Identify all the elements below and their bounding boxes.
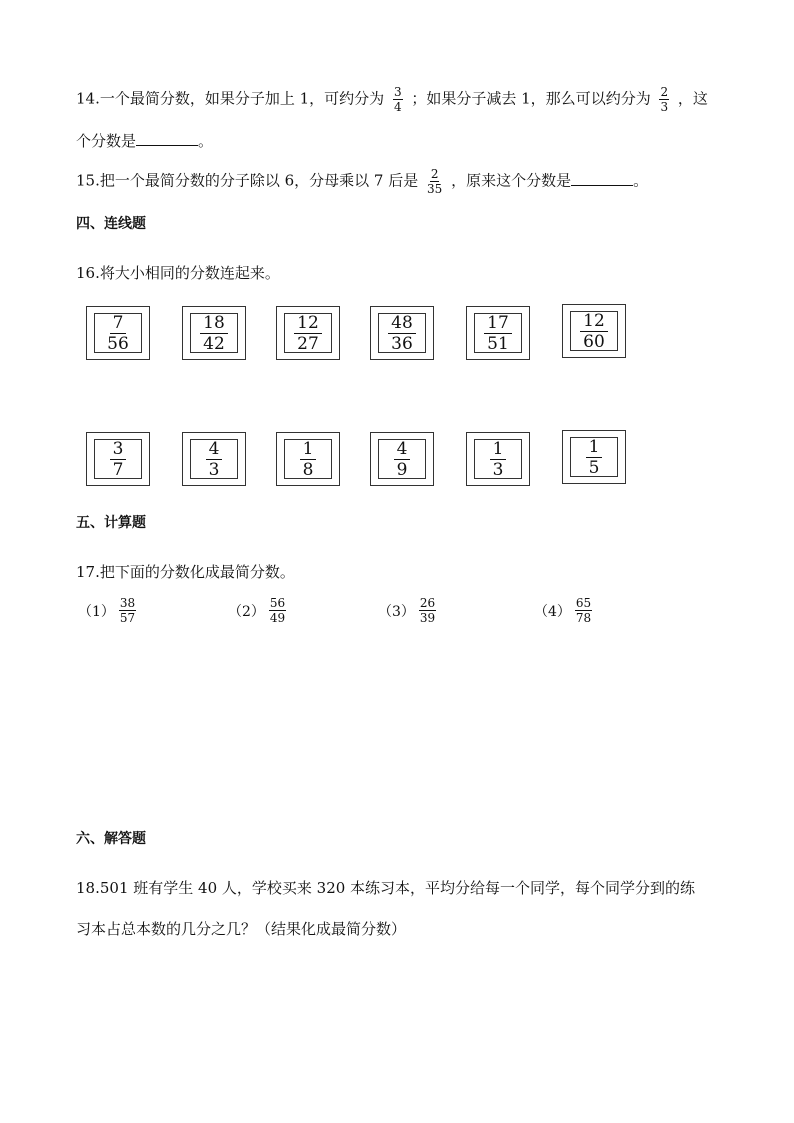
q17-item-2	[228, 597, 290, 624]
numerator: 18	[200, 314, 228, 334]
denominator: 9	[396, 459, 408, 480]
denominator: 49	[269, 611, 286, 625]
match-box-top-3[interactable]	[276, 306, 340, 360]
q14-line2-text: 个分数是	[76, 132, 137, 150]
q17-fraction-4	[575, 597, 592, 624]
q15-end: 。	[633, 171, 649, 190]
numerator: 26	[419, 596, 436, 610]
q14-line2	[76, 130, 213, 151]
match-box-bottom-1[interactable]	[86, 432, 150, 486]
denominator: 57	[119, 611, 136, 625]
q18-line1: 18.501 班有学生 40 人，学校买来 320 本练习本，平均分给每一个同学，每个同学分到的练	[76, 879, 696, 897]
denominator: 27	[297, 333, 319, 354]
denominator: 39	[419, 611, 436, 625]
numerator: 56	[269, 596, 286, 610]
numerator: 1	[586, 438, 603, 458]
item-label: （1）	[78, 603, 115, 620]
item-label: （4）	[534, 603, 571, 620]
q17-fraction-3	[419, 597, 436, 624]
q15-fraction	[427, 168, 442, 195]
denominator: 8	[302, 459, 314, 480]
item-label: （3）	[378, 603, 415, 620]
denominator: 3	[208, 459, 220, 480]
denominator: 56	[107, 333, 129, 354]
q14-fraction-1	[393, 86, 403, 113]
q14-line1	[76, 86, 708, 113]
match-box-bottom-4[interactable]	[370, 432, 434, 486]
section-heading-5: 五、计算题	[76, 515, 146, 531]
denominator: 42	[203, 333, 225, 354]
match-box-top-2[interactable]	[182, 306, 246, 360]
section-heading-6: 六、解答题	[76, 831, 146, 847]
q14-fraction-2	[659, 86, 669, 113]
denominator: 36	[391, 333, 413, 354]
numerator: 65	[575, 596, 592, 610]
numerator: 2	[430, 167, 439, 181]
match-box-top-5[interactable]	[466, 306, 530, 360]
denominator: 3	[660, 100, 669, 114]
denominator: 5	[588, 457, 600, 478]
q15-text-part1: 15.把一个最简分数的分子除以 6，分母乘以 7 后是	[76, 171, 419, 190]
match-box-top-1[interactable]	[86, 306, 150, 360]
numerator: 1	[490, 440, 507, 460]
section-heading-4: 四、连线题	[76, 216, 146, 232]
q18-line2: 习本占总本数的几分之几？（结果化成最简分数）	[76, 920, 407, 938]
numerator: 17	[484, 314, 512, 334]
numerator: 4	[394, 440, 411, 460]
numerator: 3	[110, 440, 127, 460]
denominator: 35	[427, 182, 443, 196]
match-box-bottom-2[interactable]	[182, 432, 246, 486]
numerator: 12	[580, 312, 608, 332]
numerator: 12	[294, 314, 322, 334]
match-box-top-6[interactable]	[562, 304, 626, 358]
q14-text-part3: ，这	[677, 89, 708, 108]
q14-answer-blank[interactable]	[136, 133, 198, 146]
denominator: 7	[112, 459, 124, 480]
q17-item-4	[534, 597, 596, 624]
q17-item-3	[378, 597, 440, 624]
match-box-bottom-3[interactable]	[276, 432, 340, 486]
match-box-bottom-6[interactable]	[562, 430, 626, 484]
numerator: 7	[110, 314, 127, 334]
match-box-bottom-5[interactable]	[466, 432, 530, 486]
denominator: 4	[393, 100, 402, 114]
q16-text: 16.将大小相同的分数连起来。	[76, 264, 280, 282]
denominator: 3	[492, 459, 504, 480]
item-label: （2）	[228, 603, 265, 620]
q17-item-1	[78, 597, 140, 624]
numerator: 48	[388, 314, 416, 334]
numerator: 2	[660, 85, 669, 99]
q14-text-part1: 14.一个最简分数，如果分子加上 1，可约分为	[76, 89, 385, 108]
numerator: 38	[119, 596, 136, 610]
q17-fraction-1	[119, 597, 136, 624]
q15-answer-blank[interactable]	[571, 173, 633, 186]
q14-end: 。	[198, 132, 214, 150]
denominator: 60	[583, 331, 605, 352]
numerator: 3	[393, 85, 402, 99]
denominator: 51	[487, 333, 509, 354]
numerator: 4	[206, 440, 223, 460]
match-box-top-4[interactable]	[370, 306, 434, 360]
q14-text-part2: ；如果分子减去 1，那么可以约分为	[411, 89, 651, 108]
denominator: 78	[575, 611, 592, 625]
q17-fraction-2	[269, 597, 286, 624]
q15-text-part2: ，原来这个分数是	[451, 171, 572, 190]
q17-text: 17.把下面的分数化成最简分数。	[76, 563, 295, 581]
q15-line	[76, 168, 648, 195]
numerator: 1	[300, 440, 317, 460]
